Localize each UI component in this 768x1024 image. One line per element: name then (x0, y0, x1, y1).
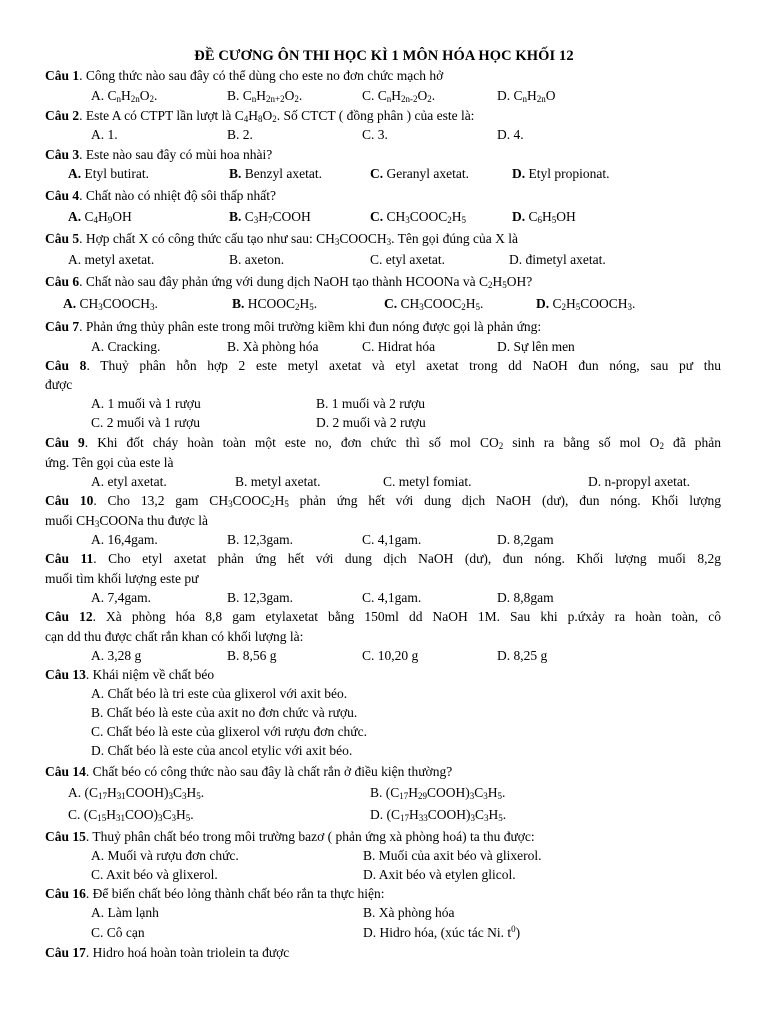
question-9-label: Câu 9 (45, 435, 85, 450)
question-13-option-b (91, 703, 357, 723)
option-label: C. (370, 252, 386, 267)
question-10-option-a (91, 530, 158, 550)
question-16-option-b (363, 903, 455, 923)
question-11-option-b (227, 588, 293, 608)
option-label: B. (227, 590, 243, 605)
option-text: Sự lên men (513, 339, 575, 354)
question-2-option-d (497, 125, 524, 145)
option-label: D. (363, 867, 379, 882)
question-4-option-a (68, 207, 132, 227)
question-11-option-d (497, 588, 554, 608)
option-text: axeton. (244, 252, 285, 267)
option-label: B. (316, 396, 332, 411)
option-label: C. (370, 209, 387, 224)
question-5-option-a (68, 250, 154, 270)
option-text: 12,3gam. (242, 590, 294, 605)
option-text: Chất béo là este của glixerol với rượu đơn chức. (106, 724, 367, 739)
question-6-label: Câu 6 (45, 274, 80, 289)
option-label: C. (362, 88, 378, 103)
option-label: B. (91, 705, 107, 720)
page-title: ĐỀ CƯƠNG ÔN THI HỌC KÌ 1 MÔN HÓA HỌC KHỐI 12 (194, 48, 574, 64)
question-10-text-continued: muối $CH_3COONa$ thu được là (45, 513, 208, 529)
question-10-option-c (362, 530, 421, 550)
question-15-option-d (363, 865, 516, 885)
question-8-option-a (91, 394, 201, 414)
question-14-option-a (68, 783, 204, 803)
question-11-stem (45, 549, 721, 569)
question-12-option-d (497, 646, 547, 666)
option-label: B. (363, 848, 379, 863)
option-text: Cracking. (107, 339, 161, 354)
option-label: D. (512, 209, 529, 224)
question-7-text: . Phản ứng thủy phân este trong môi trường kiềm khi đun nóng được gọi là phản ứng: (79, 319, 542, 334)
question-7-option-a (91, 337, 160, 357)
option-label: A. (91, 648, 108, 663)
question-6-text: . Chất nào sau đây phản ứng với dung dịch NaOH tạo thành HCOONa và $C_2H_5OH$? (79, 274, 533, 290)
question-15-option-c (91, 865, 218, 885)
option-label: A. (91, 532, 108, 547)
option-text: 4,1gam. (377, 532, 422, 547)
question-6-option-d (536, 294, 635, 314)
question-13-option-c (91, 722, 367, 742)
option-label: A. (91, 590, 108, 605)
option-text: Axit béo và glixerol. (106, 867, 218, 882)
option-label: D. (512, 166, 529, 181)
question-2-stem (45, 106, 474, 126)
option-text: Xà phòng hóa (378, 905, 455, 920)
option-label: B. (229, 166, 245, 181)
option-text: 2 muối và 1 rượu (106, 415, 200, 430)
option-text: metyl axetat. (250, 474, 321, 489)
option-label: A. (68, 209, 85, 224)
option-text: Hidro hóa, (xúc tác Ni. $t^0$) (379, 924, 521, 940)
question-16-stem (45, 884, 384, 904)
option-text: $C_nH_{2n}O_2$. (107, 88, 158, 104)
question-9-option-d (588, 472, 690, 492)
option-label: C. (370, 166, 387, 181)
question-6-option-a (63, 294, 158, 314)
question-5-option-c (370, 250, 445, 270)
option-label: B. (229, 252, 245, 267)
option-label: C. (362, 590, 378, 605)
option-text: 4. (513, 127, 524, 142)
question-2-label: Câu 2 (45, 108, 80, 123)
option-text: Làm lạnh (107, 905, 159, 920)
option-label: D. (497, 648, 514, 663)
option-label: C. (362, 648, 378, 663)
question-10-option-b (227, 530, 293, 550)
option-text: 1. (107, 127, 118, 142)
option-label: B. (227, 532, 243, 547)
option-label: C. (91, 724, 107, 739)
option-text: $C_nH_{2n-2}O_2$. (377, 88, 436, 104)
question-13-text: . Khái niệm về chất béo (85, 667, 215, 682)
option-text: Geranyl axetat. (386, 166, 469, 181)
question-7-option-d (497, 337, 575, 357)
question-17-label: Câu 17 (45, 945, 86, 960)
question-8-option-c (91, 413, 200, 433)
option-label: D. (370, 807, 387, 822)
option-label: B. (227, 339, 243, 354)
option-text: $C_nH_{2n}O$ (513, 88, 556, 104)
option-label: B. (229, 209, 245, 224)
question-15-option-b (363, 846, 541, 866)
option-text: $C_4H_9OH$ (84, 209, 132, 225)
question-15-text: . Thuỷ phân chất béo trong môi trường bazơ ( phản ứng xà phòng hoá) ta thu được: (85, 829, 535, 844)
option-text: Chất béo là tri este của glixerol với axit béo. (107, 686, 348, 701)
option-label: D. (497, 88, 514, 103)
question-3-option-d (512, 164, 610, 184)
question-7-label: Câu 7 (45, 319, 80, 334)
option-label: B. (227, 648, 243, 663)
question-9-option-b (235, 472, 321, 492)
question-17-stem (45, 943, 289, 963)
question-3-option-b (229, 164, 322, 184)
question-6-option-c (384, 294, 483, 314)
question-13-option-d (91, 741, 352, 761)
question-2-option-a (91, 125, 118, 145)
option-text: 2. (242, 127, 253, 142)
question-4-option-c (370, 207, 466, 227)
question-13-stem (45, 665, 214, 685)
option-label: C. (383, 474, 399, 489)
option-text: Chất béo là este của axit no đơn chức và rượu. (106, 705, 358, 720)
question-3-option-a (68, 164, 149, 184)
question-5-text: . Hợp chất X có công thức cấu tạo như sau: $CH_3COOCH_3$. Tên gọi đúng của X là (79, 231, 518, 247)
option-label: B. (370, 785, 386, 800)
question-12-option-a (91, 646, 141, 666)
question-4-stem (45, 186, 276, 206)
option-text: Xà phòng hóa (242, 339, 319, 354)
option-text: 8,2gam (513, 532, 554, 547)
question-1-stem (45, 66, 443, 86)
question-10-option-d (497, 530, 554, 550)
option-text: 8,8gam (513, 590, 554, 605)
question-14-option-b (370, 783, 505, 803)
option-text: etyl axetat. (385, 252, 445, 267)
question-5-stem (45, 229, 518, 249)
question-7-option-b (227, 337, 319, 357)
question-16-option-a (91, 903, 159, 923)
question-9-option-c (383, 472, 472, 492)
option-label: D. (497, 532, 514, 547)
option-text: $(C_{17}H_{33}COOH)_3C_3H_5$. (386, 807, 507, 823)
question-11-label: Câu 11 (45, 551, 94, 566)
question-12-option-b (227, 646, 277, 666)
question-7-option-c (362, 337, 435, 357)
question-8-option-d (316, 413, 426, 433)
question-3-text: . Este nào sau đây có mùi hoa nhài? (79, 147, 273, 162)
option-label: D. (509, 252, 526, 267)
question-8-text-continued: được (45, 377, 73, 392)
question-1-option-a (91, 86, 157, 106)
question-14-label: Câu 14 (45, 764, 86, 779)
option-text: Muối của axit béo và glixerol. (378, 848, 542, 863)
option-label: D. (316, 415, 333, 430)
option-text: $CH_3COOC_2H_5$ (386, 209, 467, 225)
question-3-option-c (370, 164, 469, 184)
question-13-option-a (91, 684, 347, 704)
option-text: $(C_{17}H_{31}COOH)_3C_3H_5$. (84, 785, 205, 801)
option-text: $(C_{15}H_{31}COO)_3C_3H_5$. (83, 807, 194, 823)
option-label: D. (497, 339, 514, 354)
option-label: A. (91, 474, 108, 489)
question-12-stem (45, 607, 721, 627)
option-label: B. (227, 88, 243, 103)
question-9-text: . Khi đốt cháy hoàn toàn một este no, đơn chức thì số mol $CO_2$ sinh ra bằng số mol $O_2$ đã phản (84, 435, 721, 451)
option-text: etyl axetat. (107, 474, 167, 489)
question-10-label: Câu 10 (45, 493, 94, 508)
question-8-text: . Thuỷ phân hỗn hợp 2 este metyl axetat và etyl axetat trong dd NaOH đun nóng, sau pư thu (86, 358, 721, 373)
option-text: $CH_3COOCH_3$. (79, 296, 158, 312)
option-text: Muối và rượu đơn chức. (107, 848, 239, 863)
question-1-option-c (362, 86, 435, 106)
option-label: D. (91, 743, 108, 758)
question-5-option-b (229, 250, 284, 270)
option-label: B. (227, 127, 243, 142)
option-label: D. (588, 474, 605, 489)
question-14-text: . Chất béo có công thức nào sau đây là chất rắn ở điều kiện thường? (85, 764, 453, 779)
question-10-text: . Cho 13,2 gam $CH_3COOC_2H_5$ phản ứng hết với dung dịch NaOH (dư), đun nóng. Khối lượng (93, 493, 721, 509)
option-label: A. (68, 166, 85, 181)
question-14-stem (45, 762, 452, 782)
option-label: B. (232, 296, 248, 311)
question-16-option-c (91, 923, 145, 943)
option-text: 8,25 g (513, 648, 548, 663)
option-text: metyl fomiat. (398, 474, 472, 489)
question-14-option-c (68, 805, 194, 825)
question-12-text-continued: cạn dd thu được chất rắn khan có khối lượng là: (45, 629, 304, 644)
question-4-text: . Chất nào có nhiệt độ sôi thấp nhất? (79, 188, 276, 203)
question-11-text: . Cho etyl axetat phản ứng hết với dung dịch NaOH (dư), đun nóng. Khối lượng muối 8,2g (93, 551, 722, 566)
question-17-text: . Hidro hoá hoàn toàn triolein ta được (85, 945, 290, 960)
option-label: A. (91, 905, 108, 920)
option-text: metyl axetat. (84, 252, 155, 267)
option-label: B. (363, 905, 379, 920)
question-2-text: . Este A có CTPT lần lượt là $C_4H_8O_2$. Số CTCT ( đồng phân ) của este là: (79, 108, 475, 124)
option-text: $C_3H_7COOH$ (244, 209, 311, 225)
question-6-stem (45, 272, 532, 292)
question-9-text-continued: ứng. Tên gọi của este là (45, 455, 174, 470)
question-3-stem (45, 145, 272, 165)
question-8-label: Câu 8 (45, 358, 87, 373)
option-text: 16,4gam. (107, 532, 158, 547)
question-4-label: Câu 4 (45, 188, 80, 203)
question-4-option-d (512, 207, 576, 227)
question-12-text: . Xà phòng hóa 8,8 gam etylaxetat bằng 150ml dd NaOH 1M. Sau khi p.ứxảy ra hoàn toàn, cô (92, 609, 721, 624)
question-11-option-c (362, 588, 421, 608)
option-label: A. (63, 296, 80, 311)
option-label: C. (91, 925, 107, 940)
option-label: C. (91, 415, 107, 430)
option-text: 7,4gam. (107, 590, 151, 605)
question-4-option-b (229, 207, 311, 227)
option-label: A. (68, 252, 85, 267)
option-label: B. (235, 474, 251, 489)
option-text: $(C_{17}H_{29}COOH)_3C_3H_5$. (385, 785, 506, 801)
question-2-option-c (362, 125, 388, 145)
question-3-label: Câu 3 (45, 147, 80, 162)
option-text: đimetyl axetat. (525, 252, 606, 267)
option-text: Chất béo là este của ancol etylic với axit béo. (107, 743, 353, 758)
option-text: Etyl propionat. (528, 166, 610, 181)
option-text: Etyl butirat. (84, 166, 149, 181)
option-label: C. (384, 296, 401, 311)
question-16-label: Câu 16 (45, 886, 86, 901)
option-label: D. (363, 925, 380, 940)
option-label: C. (68, 807, 84, 822)
option-text: 3. (377, 127, 388, 142)
option-label: A. (91, 396, 108, 411)
option-text: 10,20 g (377, 648, 419, 663)
option-text: $C_nH_{2n+2}O_2$. (242, 88, 303, 104)
question-5-option-d (509, 250, 606, 270)
option-label: A. (91, 127, 108, 142)
question-8-option-b (316, 394, 425, 414)
question-12-option-c (362, 646, 418, 666)
question-16-text: . Để biến chất béo lỏng thành chất béo rắn ta thực hiện: (85, 886, 385, 901)
option-label: A. (91, 686, 108, 701)
option-text: 8,56 g (242, 648, 277, 663)
option-text: $HCOOC_2H_5$. (247, 296, 318, 312)
question-11-option-a (91, 588, 151, 608)
option-label: D. (536, 296, 553, 311)
question-16-option-d (363, 923, 520, 943)
option-label: A. (68, 785, 85, 800)
option-text: $C_6H_5OH$ (528, 209, 576, 225)
question-1-label: Câu 1 (45, 68, 80, 83)
option-text: Cô cạn (106, 925, 145, 940)
question-9-option-a (91, 472, 167, 492)
option-label: D. (497, 127, 514, 142)
option-text: Axit béo và etylen glicol. (378, 867, 516, 882)
question-15-stem (45, 827, 535, 847)
option-label: D. (497, 590, 514, 605)
question-15-option-a (91, 846, 239, 866)
question-2-option-b (227, 125, 253, 145)
option-text: 3,28 g (107, 648, 142, 663)
option-text: 12,3gam. (242, 532, 294, 547)
option-label: C. (362, 339, 378, 354)
question-8-stem (45, 356, 721, 376)
option-label: C. (362, 127, 378, 142)
option-label: C. (362, 532, 378, 547)
question-14-option-d (370, 805, 506, 825)
question-13-label: Câu 13 (45, 667, 86, 682)
question-5-label: Câu 5 (45, 231, 80, 246)
question-1-option-b (227, 86, 302, 106)
option-label: A. (91, 339, 108, 354)
question-15-label: Câu 15 (45, 829, 86, 844)
option-label: A. (91, 88, 108, 103)
option-text: 2 muối và 2 rượu (332, 415, 426, 430)
option-text: 1 muối và 1 rượu (107, 396, 201, 411)
question-7-stem (45, 317, 541, 337)
question-11-text-continued: muối tìm khối lượng este pư (45, 571, 199, 586)
option-text: Hidrat hóa (377, 339, 436, 354)
option-text: 1 muối và 2 rượu (331, 396, 425, 411)
option-label: C. (91, 867, 107, 882)
option-text: $C_2H_5COOCH_3$. (552, 296, 636, 312)
option-text: $CH_3COOC_2H_5$. (400, 296, 484, 312)
option-label: A. (91, 848, 108, 863)
question-10-stem (45, 491, 721, 511)
option-text: 4,1gam. (377, 590, 422, 605)
question-9-stem (45, 433, 721, 453)
question-1-option-d (497, 86, 556, 106)
option-text: n-propyl axetat. (604, 474, 690, 489)
question-6-option-b (232, 294, 317, 314)
option-text: Benzyl axetat. (244, 166, 322, 181)
question-12-label: Câu 12 (45, 609, 93, 624)
question-1-text: . Công thức nào sau đây có thể dùng cho este no đơn chức mạch hở (79, 68, 444, 83)
